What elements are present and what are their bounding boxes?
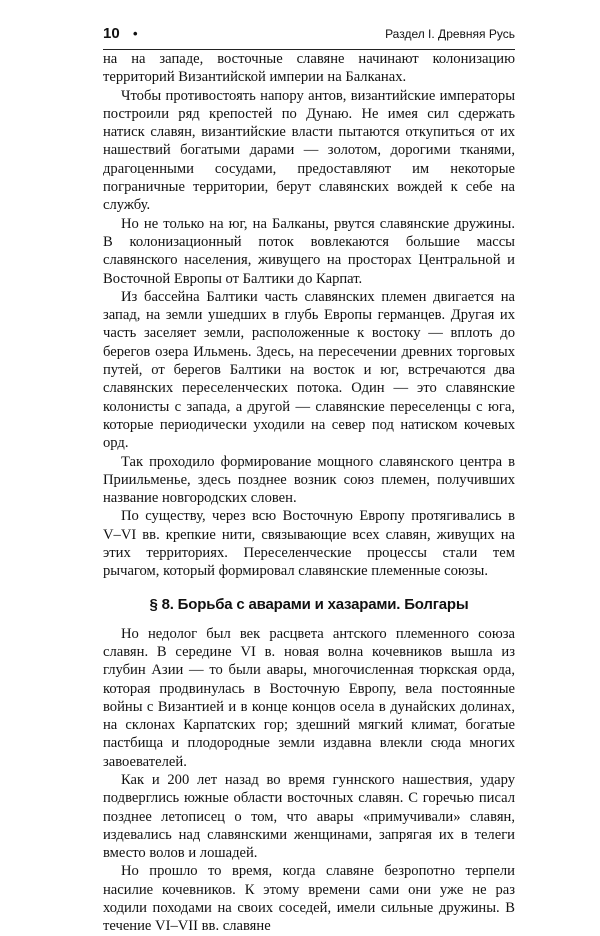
paragraph: Из бассейна Балтики часть славянских племен двигается на запад, на земли ушедших в глубь Европы германцев. Другая их часть заселяет земли, расположенные к востоку — вплоть до берегов озера Ильмень. Здесь, на пересечении древних торговых путей, от берегов Балтики на восток и юг, встречаются два славянских переселенческих потока. Один — это славянские колонисты с запада, а другой — славянские переселенцы с юга, которые периодически уходили на север под натиском кочевых орд. [103, 288, 515, 452]
page-header [103, 24, 515, 48]
paragraph: Но прошло то время, когда славяне безропотно терпели насилие кочевников. К этому времени сами они уже не раз ходили походами на своих соседей, имели сильные дружины. В течение VI–VII вв. славяне [103, 863, 515, 935]
page-number: 10 [103, 25, 120, 42]
section-heading: § 8. Борьба с аварами и хазарами. Болгары [149, 595, 469, 613]
paragraph: Но недолог был век расцвета антского племенного союза славян. В середине VI в. новая волна кочевников вышла из глубин Азии — то были авары, многочисленная тюркская орда, которая продвинулась в Восточную Европу, вела постоянные войны с Византией и в конце концов осела в дунайских долинах, на склонах Карпатских гор; здешний мягкий климат, богатые пастбища и плодородные земли издавна влекли сюда многих завоевателей. [103, 625, 515, 770]
paragraph: Как и 200 лет назад во время гуннского нашествия, удару подверглись южные области восточных славян. С горечью писал позднее летописец о том, что авары «примучивали» славян, издевались над славянскими женщинами, запрягая их в телеги вместо волов и лошадей. [103, 771, 515, 862]
paragraph: Так проходило формирование мощного славянского центра в Приильменье, здесь позднее возник союз племен, получивших название новгородских словен. [103, 453, 515, 507]
paragraph-continued: на на западе, восточные славяне начинают колонизацию территорий Византийской империи на Балканах. [103, 51, 515, 86]
paragraph: Но не только на юг, на Балканы, рвутся славянские дружины. В колонизационный поток вовлекаются большие массы славянского населения, живущего на просторах Центральной и Восточной Европы от Балтики до Карпат. [103, 215, 515, 287]
header-bullet: • [133, 26, 138, 41]
page-body [103, 50, 515, 936]
paragraph: По существу, через всю Восточную Европу протягивались в V–VI вв. крепкие нити, связывающие всех славян, живущих на этих территориях. Переселенческие процессы стали тем рычагом, который формировал славянские племенные союзы. [103, 508, 515, 580]
running-section-title: Раздел I. Древняя Русь [385, 27, 515, 41]
paragraph: Чтобы противостоять напору антов, византийские императоры построили ряд крепостей по Дунаю. Не имея сил сдержать натиск славян, византийские власти пытаются откупиться от их нашествий богатыми дарами — золотом, дорогими тканями, драгоценными сосудами, предоставляют им некоторые пограничные территории, берут славянских вождей к себе на службу. [103, 87, 515, 214]
